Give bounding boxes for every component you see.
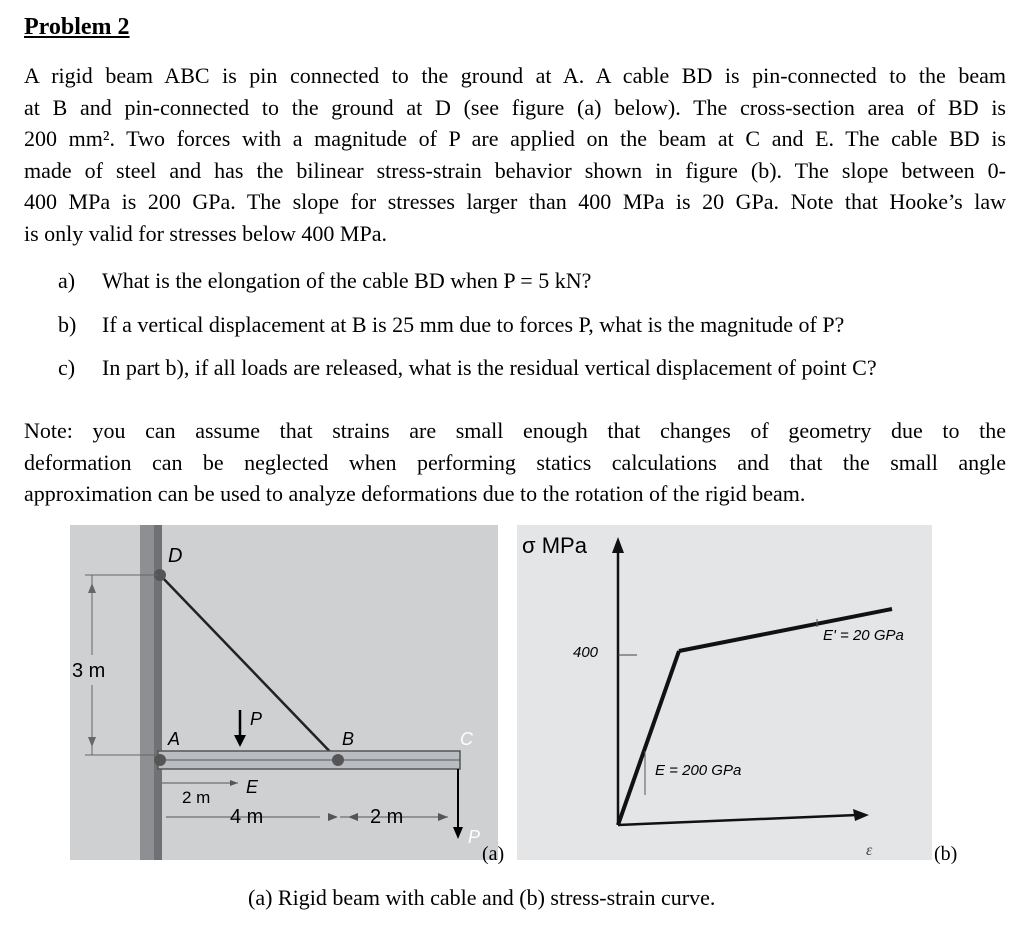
x-axis-label: ε: [866, 842, 873, 859]
note-paragraph: [24, 415, 1006, 510]
note-line: approximation can be used to analyze deformations due to the rotation of the rigid beam.: [24, 481, 806, 506]
cable-bd: [160, 575, 338, 760]
arrowhead: [230, 780, 238, 786]
pin-b: [332, 754, 344, 766]
tick-400-label: 400: [573, 644, 599, 661]
arrowhead: [348, 813, 358, 821]
question-label: b): [58, 312, 77, 337]
statement-line: at B and pin-connected to the ground at D (see figure (a) below). The cross-section area of BD is: [24, 94, 1006, 120]
slope-eprime-label: E' = 20 GPa: [823, 627, 904, 644]
statement-line: made of steel and has the bilinear stress-strain behavior shown in figure (b). The slope between 0-: [24, 157, 1006, 183]
slope-e-label: E = 200 GPa: [655, 762, 742, 779]
note-line: Note: you can assume that strains are small enough that changes of geometry due to the: [24, 418, 1006, 443]
x-axis-arrow: [853, 809, 869, 821]
x-axis: [618, 815, 857, 825]
arrowhead: [88, 737, 96, 747]
y-axis-label: σ MPa: [522, 533, 587, 558]
statement-line: 200 mm². Two forces with a magnitude of P are applied on the beam at C and E. The cable BD is: [24, 126, 1006, 151]
elastic-segment: [618, 651, 679, 825]
question-b: [58, 312, 844, 338]
statement-line: A rigid beam ABC is pin connected to the ground at A. A cable BD is pin-connected to the beam: [24, 63, 1006, 88]
question-text: If a vertical displacement at B is 25 mm due to forces P, what is the magnitude of P?: [102, 312, 845, 337]
pin-a: [154, 754, 166, 766]
question-text: What is the elongation of the cable BD when P = 5 kN?: [102, 268, 592, 293]
force-p-label: P: [468, 827, 481, 847]
dim-4m-label: 4 m: [230, 806, 264, 828]
beam-diagram: [70, 525, 498, 860]
arrowhead: [438, 813, 448, 821]
force-p-c-arrow: [453, 827, 463, 839]
force-p-e-arrow: [234, 735, 246, 747]
point-a-label: A: [168, 729, 181, 749]
dim-height-label: 3 m: [72, 660, 106, 682]
problem-title: Problem 2: [24, 14, 130, 40]
figure-b-tag: (b): [934, 843, 958, 865]
figure-b-stress-strain: [517, 525, 932, 860]
question-label: a): [58, 268, 76, 293]
statement-line: is only valid for stresses below 400 MPa.: [24, 220, 387, 246]
figure-a-tag: (a): [482, 843, 505, 865]
y-axis-arrow: [612, 537, 624, 553]
note-line: deformation can be neglected when performing statics calculations and that the small angle: [24, 449, 1006, 475]
dim-2m-left-label: 2 m: [182, 788, 211, 807]
force-p-label: P: [250, 709, 263, 729]
question-text: In part b), if all loads are released, what is the residual vertical displacement of point C?: [102, 355, 877, 380]
question-label: c): [58, 355, 76, 380]
arrowhead: [328, 813, 338, 821]
point-b-label: B: [342, 729, 355, 749]
question-c: [58, 355, 877, 381]
arrowhead: [88, 583, 96, 593]
point-e-label: E: [246, 777, 259, 797]
figure-a-beam: [70, 525, 498, 860]
point-c-label: C: [460, 729, 473, 749]
problem-statement: [24, 60, 1006, 249]
statement-line: 400 MPa is 200 GPa. The slope for stresses larger than 400 MPa is 20 GPa. Note that Hooke’s law: [24, 189, 1006, 214]
dim-2m-right-label: 2 m: [370, 806, 404, 828]
figure-caption: (a) Rigid beam with cable and (b) stress-strain curve.: [248, 885, 716, 910]
stress-strain-plot: [517, 525, 932, 860]
point-d-label: D: [168, 545, 183, 567]
question-a: [58, 268, 591, 294]
